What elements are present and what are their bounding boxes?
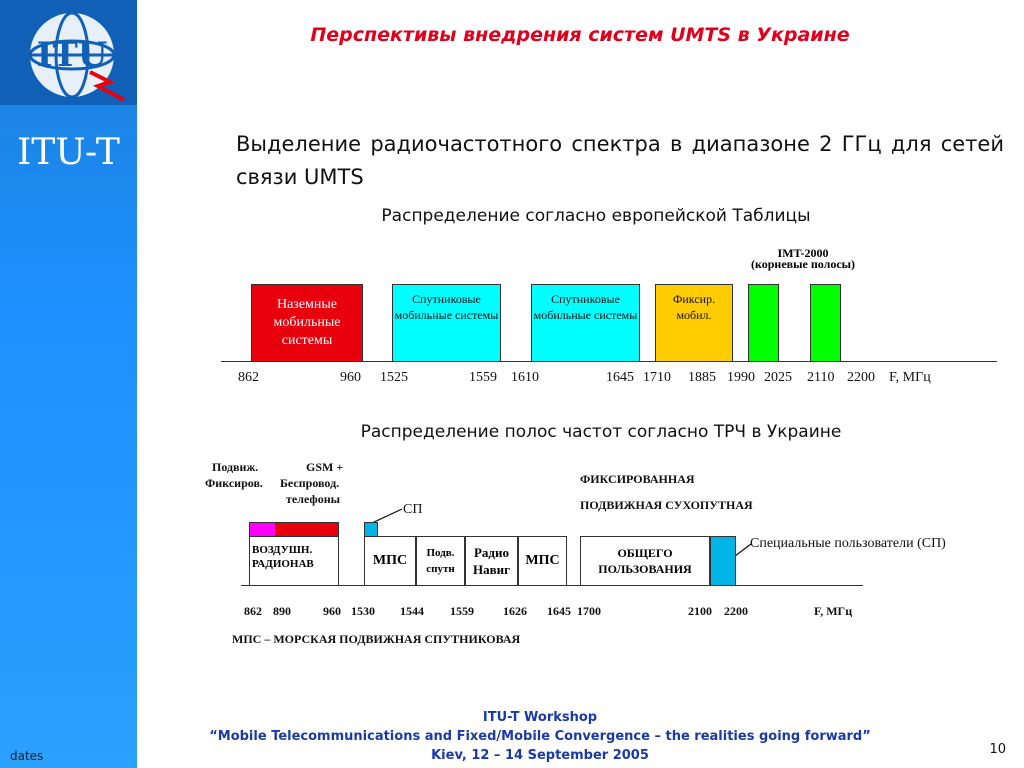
svg-text:ITU: ITU bbox=[36, 35, 108, 75]
tick: 2200 bbox=[847, 370, 875, 385]
tick-unit: F, МГц bbox=[889, 370, 931, 385]
band-label: Фиксир. мобил. bbox=[672, 292, 716, 322]
band-radio-line1: Радио bbox=[473, 545, 509, 560]
label-special-users: Специальные пользователи (СП) bbox=[750, 536, 946, 551]
itu-logo bbox=[0, 0, 137, 105]
tick: 1700 bbox=[577, 604, 601, 618]
tick: 1530 bbox=[351, 604, 375, 618]
tick: 1544 bbox=[400, 604, 424, 618]
band-fixed-mobile bbox=[655, 284, 733, 362]
label-fixed: Фиксиров. bbox=[205, 476, 263, 490]
label-gsm: GSM + bbox=[306, 460, 344, 474]
legend-note: МПС – МОРСКАЯ ПОДВИЖНАЯ СПУТНИКОВАЯ bbox=[232, 632, 521, 646]
tick-unit: F, МГц bbox=[814, 604, 853, 618]
label-cordless: Беспровод. bbox=[280, 476, 340, 490]
tick: 1559 bbox=[469, 370, 497, 385]
tick: 960 bbox=[340, 370, 361, 385]
imt-label-line2: (корневые полосы) bbox=[750, 257, 856, 271]
label-fixed-band: ФИКСИРОВАННАЯ bbox=[580, 472, 695, 486]
tick: 1626 bbox=[503, 604, 527, 618]
tick: 1645 bbox=[547, 604, 571, 618]
band-terrestrial-mobile bbox=[251, 284, 363, 362]
tick: 2200 bbox=[724, 604, 748, 618]
label-phones: телефоны bbox=[286, 492, 341, 506]
band-radio-line2: Навиг bbox=[472, 562, 511, 577]
page-number: 10 bbox=[989, 742, 1006, 757]
band-imt-2000-1 bbox=[748, 284, 779, 362]
label-sp: СП bbox=[403, 502, 423, 517]
footer-line1: ITU-T Workshop bbox=[482, 710, 598, 725]
band-satellite-mobile-2 bbox=[531, 284, 640, 362]
imt-label-line1: IMT-2000 bbox=[777, 246, 829, 260]
band-air-radionav bbox=[249, 536, 339, 586]
tick: 2025 bbox=[764, 370, 792, 385]
tick: 1525 bbox=[380, 370, 408, 385]
band-label: Спутниковые мобильные системы bbox=[533, 292, 638, 322]
band-air-line1: ВОЗДУШН. bbox=[252, 544, 313, 556]
tick: 1885 bbox=[688, 370, 716, 385]
sidebar bbox=[0, 0, 137, 768]
ukraine-axis bbox=[241, 585, 863, 586]
slide-title: Перспективы внедрения систем UMTS в Украине bbox=[310, 24, 850, 46]
band-gsm-strip bbox=[275, 522, 339, 537]
band-mps-1 bbox=[364, 536, 416, 586]
tick: 1559 bbox=[450, 604, 474, 618]
band-mobile-strip bbox=[249, 522, 276, 537]
band-public-line2: ПОЛЬЗОВАНИЯ bbox=[598, 562, 692, 576]
band-radio-nav bbox=[465, 536, 518, 586]
slide-heading: Выделение радиочастотного спектра в диапазоне 2 ГГц для сетей связи UMTS bbox=[236, 132, 1004, 189]
tick: 1710 bbox=[643, 370, 671, 385]
band-label: МПС bbox=[372, 553, 408, 568]
band-mps-2 bbox=[518, 536, 567, 586]
label-land-mobile: ПОДВИЖНАЯ СУХОПУТНАЯ bbox=[580, 498, 753, 512]
brand-label: ITU-T bbox=[17, 132, 120, 173]
tick: 2100 bbox=[688, 604, 712, 618]
imt-label bbox=[740, 248, 866, 270]
band-label: Спутниковые мобильные системы bbox=[394, 292, 499, 322]
footer-line2: “Mobile Telecommunications and Fixed/Mobile Convergence – the realities going forward” bbox=[209, 729, 871, 744]
tick: 862 bbox=[244, 604, 262, 618]
tick: 862 bbox=[238, 370, 259, 385]
band-label: МПС bbox=[525, 553, 560, 568]
band-air-line2: РАДИОНАВ bbox=[252, 558, 314, 570]
band-sp-strip bbox=[364, 522, 378, 537]
band-mobile-satellite bbox=[416, 536, 465, 586]
footer-line3: Kiev, 12 – 14 September 2005 bbox=[431, 748, 649, 763]
band-imt-2000-2 bbox=[810, 284, 841, 362]
ukraine-subtitle: Распределение полос частот согласно ТРЧ в Украине bbox=[360, 422, 842, 442]
dates-label: dates bbox=[10, 749, 44, 763]
europe-subtitle: Распределение согласно европейской Таблицы bbox=[381, 206, 811, 226]
band-public-use bbox=[580, 536, 710, 586]
label-mobile: Подвиж. bbox=[212, 460, 259, 474]
tick: 1990 bbox=[727, 370, 755, 385]
footer bbox=[140, 708, 940, 765]
band-special-users bbox=[710, 536, 736, 586]
arrow-icon bbox=[733, 540, 753, 560]
band-public-line1: ОБЩЕГО bbox=[617, 546, 673, 560]
europe-axis bbox=[221, 361, 997, 362]
globe-icon bbox=[0, 0, 137, 105]
tick: 1645 bbox=[606, 370, 634, 385]
band-sat-line1: Подв. bbox=[426, 547, 455, 559]
tick: 960 bbox=[323, 604, 341, 618]
band-sat-line2: спутн bbox=[426, 563, 455, 575]
tick: 890 bbox=[273, 604, 291, 618]
band-satellite-mobile-1 bbox=[392, 284, 501, 362]
tick: 2110 bbox=[807, 370, 835, 385]
tick: 1610 bbox=[511, 370, 539, 385]
band-label: Наземные мобильные системы bbox=[273, 297, 341, 348]
